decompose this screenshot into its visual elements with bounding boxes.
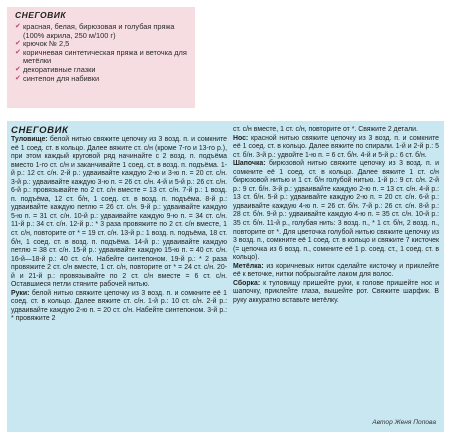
section-text: ст. с/н вместе, 1 ст. с/н, повторите от *. Свяжите 2 детали. [233, 126, 418, 133]
materials-title: СНЕГОВИК [15, 10, 67, 20]
checkmark-icon: ✔ [15, 74, 21, 82]
section-arms-continued [233, 126, 439, 135]
materials-item-text: крючок № 2,5 [23, 39, 70, 49]
section-label: Руки: [11, 289, 30, 297]
materials-item [15, 75, 191, 84]
section-hat [233, 160, 439, 263]
checkmark-icon: ✔ [15, 40, 21, 48]
section-arms [11, 290, 227, 324]
materials-item-text: декоративные глазки [23, 64, 96, 74]
section-label: Нос: [233, 134, 249, 142]
section-broom [233, 263, 439, 280]
instructions-title: СНЕГОВИК [11, 125, 69, 136]
section-label: Сборка: [233, 279, 261, 287]
instructions-right-column [233, 126, 439, 305]
section-label: Метёлка: [233, 262, 264, 270]
instructions-panel [7, 121, 444, 432]
section-label: Шапочка: [233, 160, 266, 168]
section-text: к туловищу пришейте руки, к голове пришейте нос и шапочку, приклейте глаза, вышейте рот. Свяжите шарфик. В руку аккуратно вставьте метёлку. [233, 279, 439, 304]
author-credit: Автор Женя Попова [372, 419, 436, 426]
materials-item-text: синтепон для набивки [23, 73, 100, 83]
section-assembly [233, 280, 439, 306]
materials-list [15, 23, 191, 83]
materials-item [15, 23, 191, 40]
checkmark-icon: ✔ [15, 65, 21, 73]
materials-item-text: коричневая синтетическая пряжа и веточка для метёлки [23, 47, 187, 66]
section-text: белой нитью свяжите цепочку из 3 возд. п. и сомкните её 1 соед. ст. в кольцо. Далее вяжите ст. с/н. 1-й р.: 10 ст. с/н. 2-й р.: удваивайте каждую 2-ю п. = 20 ст. с/н. Набейте синтепоном. 3-й р.: * провяжите 2 [11, 289, 227, 323]
section-nose [233, 135, 439, 161]
section-body [11, 136, 227, 290]
section-label: Туловище: [11, 136, 48, 143]
section-text: красной нитью свяжите цепочку из 3 возд. п. и сомкните её 1 соед. ст. в кольцо. Далее вяжите по спирали. 1-й и 2-й р.: 5 ст. б/н. 3-й р.: удвойте 1-ю п. = 6 ст. б/н. 4-й и 5-й р.: 6 ст. б/н. [233, 134, 439, 159]
section-text: бирюзовой нитью свяжите цепочку из 3 возд. п. и сомкните её 1 соед. ст. в кольцо. Далее вяжите 1 ст. с/н бирюзовой нитью и 1 ст. б/н голубой нитью. 1-й р.: 9 ст. с/н. 2-й р.: 9 ст. б/н. 3-й р.: удваивайте каждую 2-ю п. = 13 ст. с/н. 4-й р.: 13 ст. б/н. 5-й р.: удваивайте каждую 2-ю п. = 20 ст. с/н. 6-й р.: удваивайте каждую 4-ю п. = 26 ст. б/н. 7-й р.: 26 ст. с/н. 8-й р.: 28 ст. б/н. 9-й р.: удваивайте каждую 4-ю п. = 35 ст. с/н. 10-й р.: 35 ст. б/н. 11-й р., голубая нить: 3 возд. п., * 1 ст. б/н, 2 возд. п., повторите от *. Для цветочка голубой нитью свяжите цепочку из 3 возд. п., сомкните её 1 соед. ст. в кольцо и свяжите 7 кисточек (= цепочка из 6 возд. п., сомкните её 1 р. соед. ст., 1 соед. ст. в кольцо). [233, 160, 439, 262]
instructions-left-column [11, 125, 227, 324]
checkmark-icon: ✔ [15, 23, 21, 30]
materials-item [15, 49, 191, 66]
materials-box [7, 7, 195, 108]
section-text: из коричневых ниток сделайте кисточку и приклейте её к веточке, нитки побрызгайте лаком для волос. [233, 262, 439, 279]
checkmark-icon: ✔ [15, 48, 21, 56]
section-text: белой нитью свяжите цепочку из 3 возд. п. и сомкните её 1 соед. ст. в кольцо. Далее вяжите ст. с/н (кроме 7-го и 13-го р.), при этом каждый круговой ряд начинайте с 2 возд. п. подъёма вместо 1-го ст. с/н и заканчивайте 1 соед. ст. в возд. п. подъёма. 1-й р.: 12 ст. с/н. 2-й р.: удваивайте каждую 2-ю и 3-ю п. = 20 ст. с/н. 3-й р.: удваивайте каждую 3-ю п. = 26 ст. с/н. 4-й и 5-й р.: 26 ст. с/н. 6-й р.: провязывайте по 2 ст. с/н вместе = 13 ст. с/н. 7-й р.: 1 возд. п. подъёма, 12 ст. б/н, 1 соед. ст. в возд. п. подъёма. 8-й р.: удваивайте каждую петлю = 26 ст. с/н. 9-й р.: удваивайте каждую 5-ю п. = 31 ст. с/н. 10-й р.: удваивайте каждую 9-ю п. = 34 ст. с/н. 11-й р.: 34 ст. с/н. 12-й р.: * 3 раза провяжите по 2 ст. с/н вместе, 1 ст. с/н, повторите от * = 19 ст. с/н. 13-й р.: 1 возд. п. подъёма, 18 ст. б/н, 1 соед. ст. в возд. п. подъёма. 14-й р.: удваивайте каждую петлю = 38 ст. с/н. 15-й р.: удваивайте каждую 15-ю п. = 40 ст. с/н. 16-й—18-й р.: 40 ст. с/н. Набейте синтепоном. 19-й р.: * 2 раза провяжите 2 ст. с/н вместе, 1 ст. с/н, повторите от * = 24 ст. с/н. 20-й и 21-й р.: провязывайте по 2 ст. с/н вместе = 6 ст. с/н. Оставшиеся петли стяните рабочей нитью. [11, 136, 227, 289]
materials-item-text: красная, белая, бирюзовая и голубая пряжа (100% акрила, 250 м/100 г) [23, 22, 175, 40]
